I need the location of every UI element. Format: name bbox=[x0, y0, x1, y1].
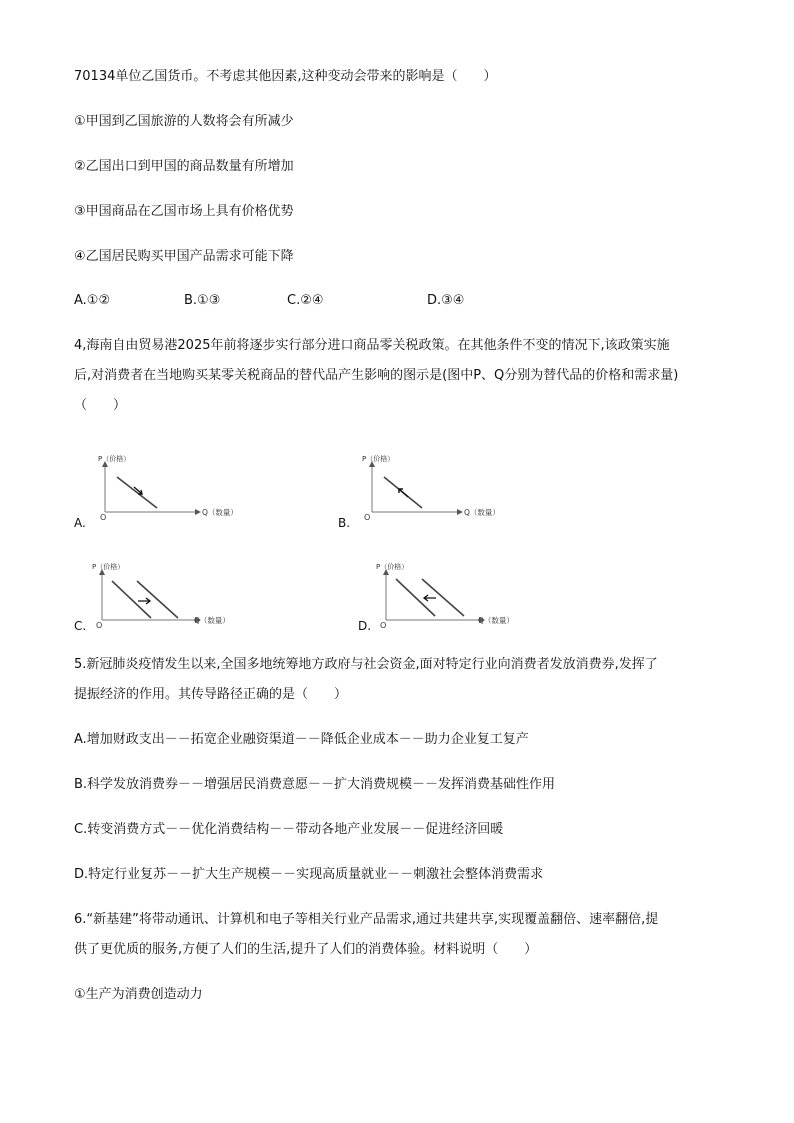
graph-d-x-label: Q（数量） bbox=[478, 616, 514, 625]
graph-a-demand-curve bbox=[117, 477, 157, 508]
q6-stem-line-1: 6.“新基建”将带动通讯、计算机和电子等相关行业产品需求,通过共建共享,实现覆盖翻倍、速率翻倍,提 bbox=[74, 912, 659, 927]
graph-a-origin: O bbox=[100, 513, 107, 522]
graph-a-y-label: P（价格） bbox=[98, 455, 131, 463]
q5-option-c: C.转变消费方式－－优化消费结构－－带动各地产业发展－－促进经济回暖 bbox=[74, 822, 504, 837]
q6-item-1: ①生产为消费创造动力 bbox=[74, 987, 203, 1002]
q3-option-c: C.②④ bbox=[287, 293, 324, 308]
graph-a bbox=[90, 450, 250, 524]
graph-d-shift-arrow-icon bbox=[424, 595, 436, 601]
q4-stem-line-1: 4,海南自由贸易港2025年前将逐步实行部分进口商品零关税政策。在其他条件不变的情况下,该政策实施 bbox=[74, 338, 670, 353]
q3-item-2: ②乙国出口到甲国的商品数量有所增加 bbox=[74, 159, 294, 174]
q3-option-a: A.①② bbox=[74, 293, 111, 308]
q6-stem-line-2: 供了更优质的服务,方便了人们的生活,提升了人们的消费体验。材料说明（ ） bbox=[74, 942, 538, 957]
graph-c-shift-arrow-icon bbox=[138, 598, 150, 604]
graph-d-label: D. bbox=[358, 619, 372, 633]
q3-item-3: ③甲国商品在乙国市场上具有价格优势 bbox=[74, 204, 294, 219]
graph-b bbox=[352, 450, 512, 524]
q4-stem-line-2: 后,对消费者在当地购买某零关税商品的替代品产生影响的图示是(图中P、Q分别为替代品的价格和需求量) bbox=[74, 368, 679, 383]
q5-option-a: A.增加财政支出－－拓宽企业融资渠道－－降低企业成本－－助力企业复工复产 bbox=[74, 732, 529, 747]
q4-stem-line-3: （ ） bbox=[74, 398, 127, 413]
graph-b-label: B. bbox=[338, 516, 351, 530]
graph-b-movement-arrow-icon bbox=[399, 489, 408, 497]
graph-b-origin: O bbox=[364, 513, 371, 522]
q5-stem-line-2: 提振经济的作用。其传导路径正确的是（ ） bbox=[74, 687, 348, 702]
graph-c-origin: O bbox=[96, 621, 103, 630]
graph-c-curve-1 bbox=[112, 581, 151, 618]
q3-item-1: ①甲国到乙国旅游的人数将会有所减少 bbox=[74, 114, 294, 129]
graph-b-x-label: Q（数量） bbox=[464, 508, 500, 517]
graph-c bbox=[88, 558, 248, 632]
graph-c-y-label: P（价格） bbox=[92, 563, 125, 571]
q3-item-4: ④乙国居民购买甲国产品需求可能下降 bbox=[74, 249, 294, 264]
q3-stem: 70134单位乙国货币。不考虑其他因素,这种变动会带来的影响是（ ） bbox=[74, 69, 497, 84]
graph-c-label: C. bbox=[74, 619, 87, 633]
graph-c-curve-2 bbox=[137, 581, 178, 618]
graph-a-x-label: Q（数量） bbox=[202, 508, 238, 517]
q3-option-b: B.①③ bbox=[184, 293, 221, 308]
q5-stem-line-1: 5.新冠肺炎疫情发生以来,全国多地统筹地方政府与社会资金,面对特定行业向消费者发放消费券,发挥了 bbox=[74, 657, 658, 672]
graph-a-label: A. bbox=[74, 516, 86, 530]
graph-d-origin: O bbox=[380, 621, 387, 630]
q5-option-d: D.特定行业复苏－－扩大生产规模－－实现高质量就业－－刺激社会整体消费需求 bbox=[74, 867, 544, 882]
graph-d-y-label: P（价格） bbox=[376, 563, 409, 571]
q3-option-d: D.③④ bbox=[427, 293, 465, 308]
graph-c-x-label: Q（数量） bbox=[194, 616, 230, 625]
graph-d bbox=[372, 558, 532, 632]
q5-option-b: B.科学发放消费券－－增强居民消费意愿－－扩大消费规模－－发挥消费基础性作用 bbox=[74, 777, 556, 792]
graph-b-y-label: P（价格） bbox=[362, 455, 395, 463]
